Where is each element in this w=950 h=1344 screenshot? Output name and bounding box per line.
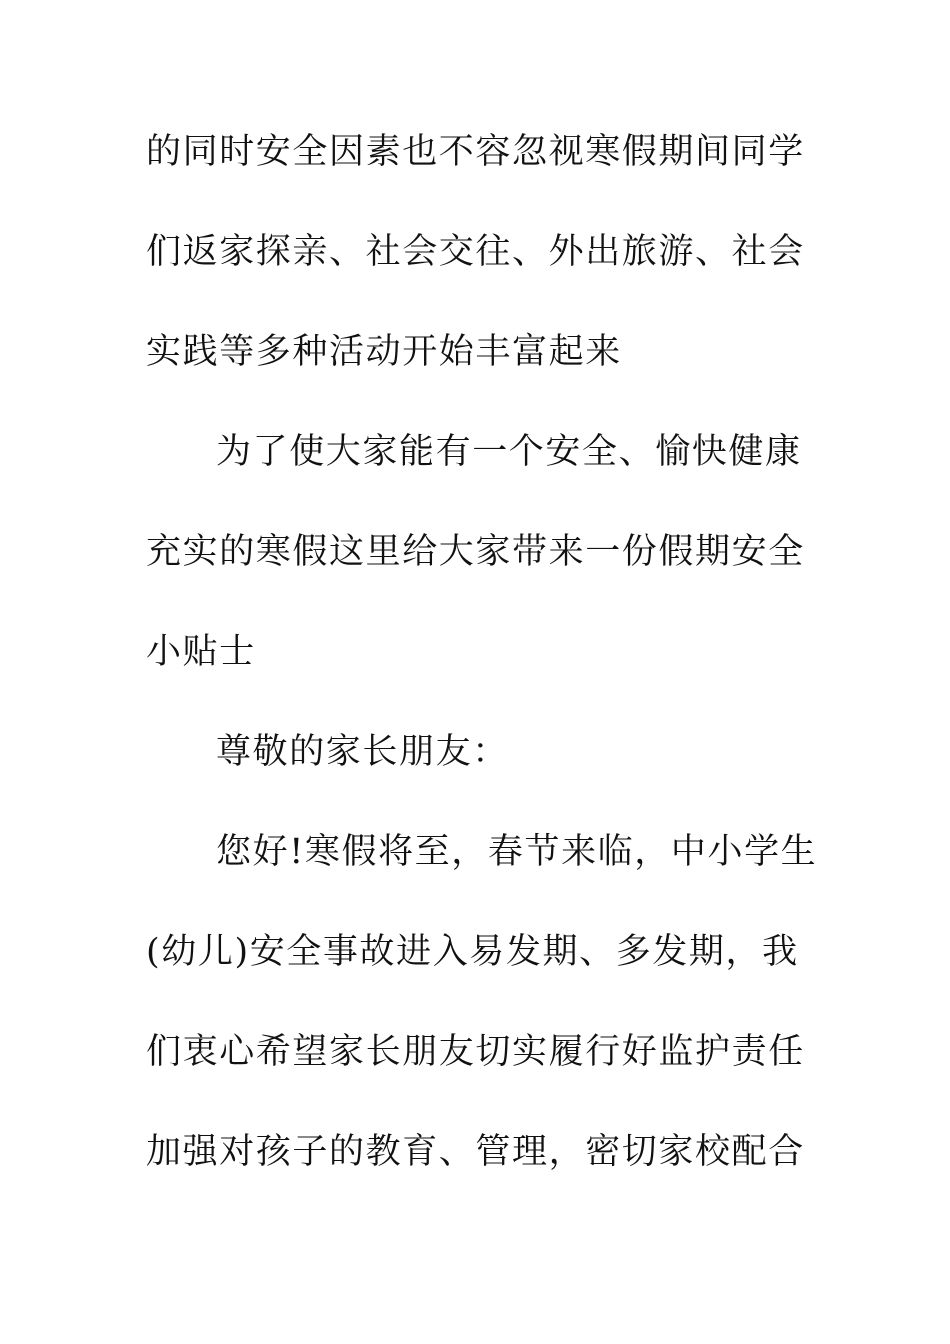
text-line-3: 实践等多种活动开始丰富起来 — [146, 332, 622, 372]
text-line-4: 为了使大家能有一个安全、愉快健康 — [216, 432, 802, 472]
text-line-6: 小贴士 — [146, 632, 256, 672]
text-line-11: 加强对孩子的教育、管理，密切家校配合 — [146, 1132, 805, 1172]
text-line-1: 的同时安全因素也不容忽视寒假期间同学 — [146, 132, 805, 172]
text-line-2: 们返家探亲、社会交往、外出旅游、社会 — [146, 232, 805, 272]
text-line-7: 尊敬的家长朋友： — [216, 732, 509, 772]
text-line-5: 充实的寒假这里给大家带来一份假期安全 — [146, 532, 805, 572]
text-line-9: (幼儿)安全事故进入易发期、多发期，我 — [146, 932, 799, 972]
text-line-8: 您好!寒假将至，春节来临，中小学生 — [216, 832, 818, 872]
text-line-10: 们衷心希望家长朋友切实履行好监护责任 — [146, 1032, 805, 1072]
